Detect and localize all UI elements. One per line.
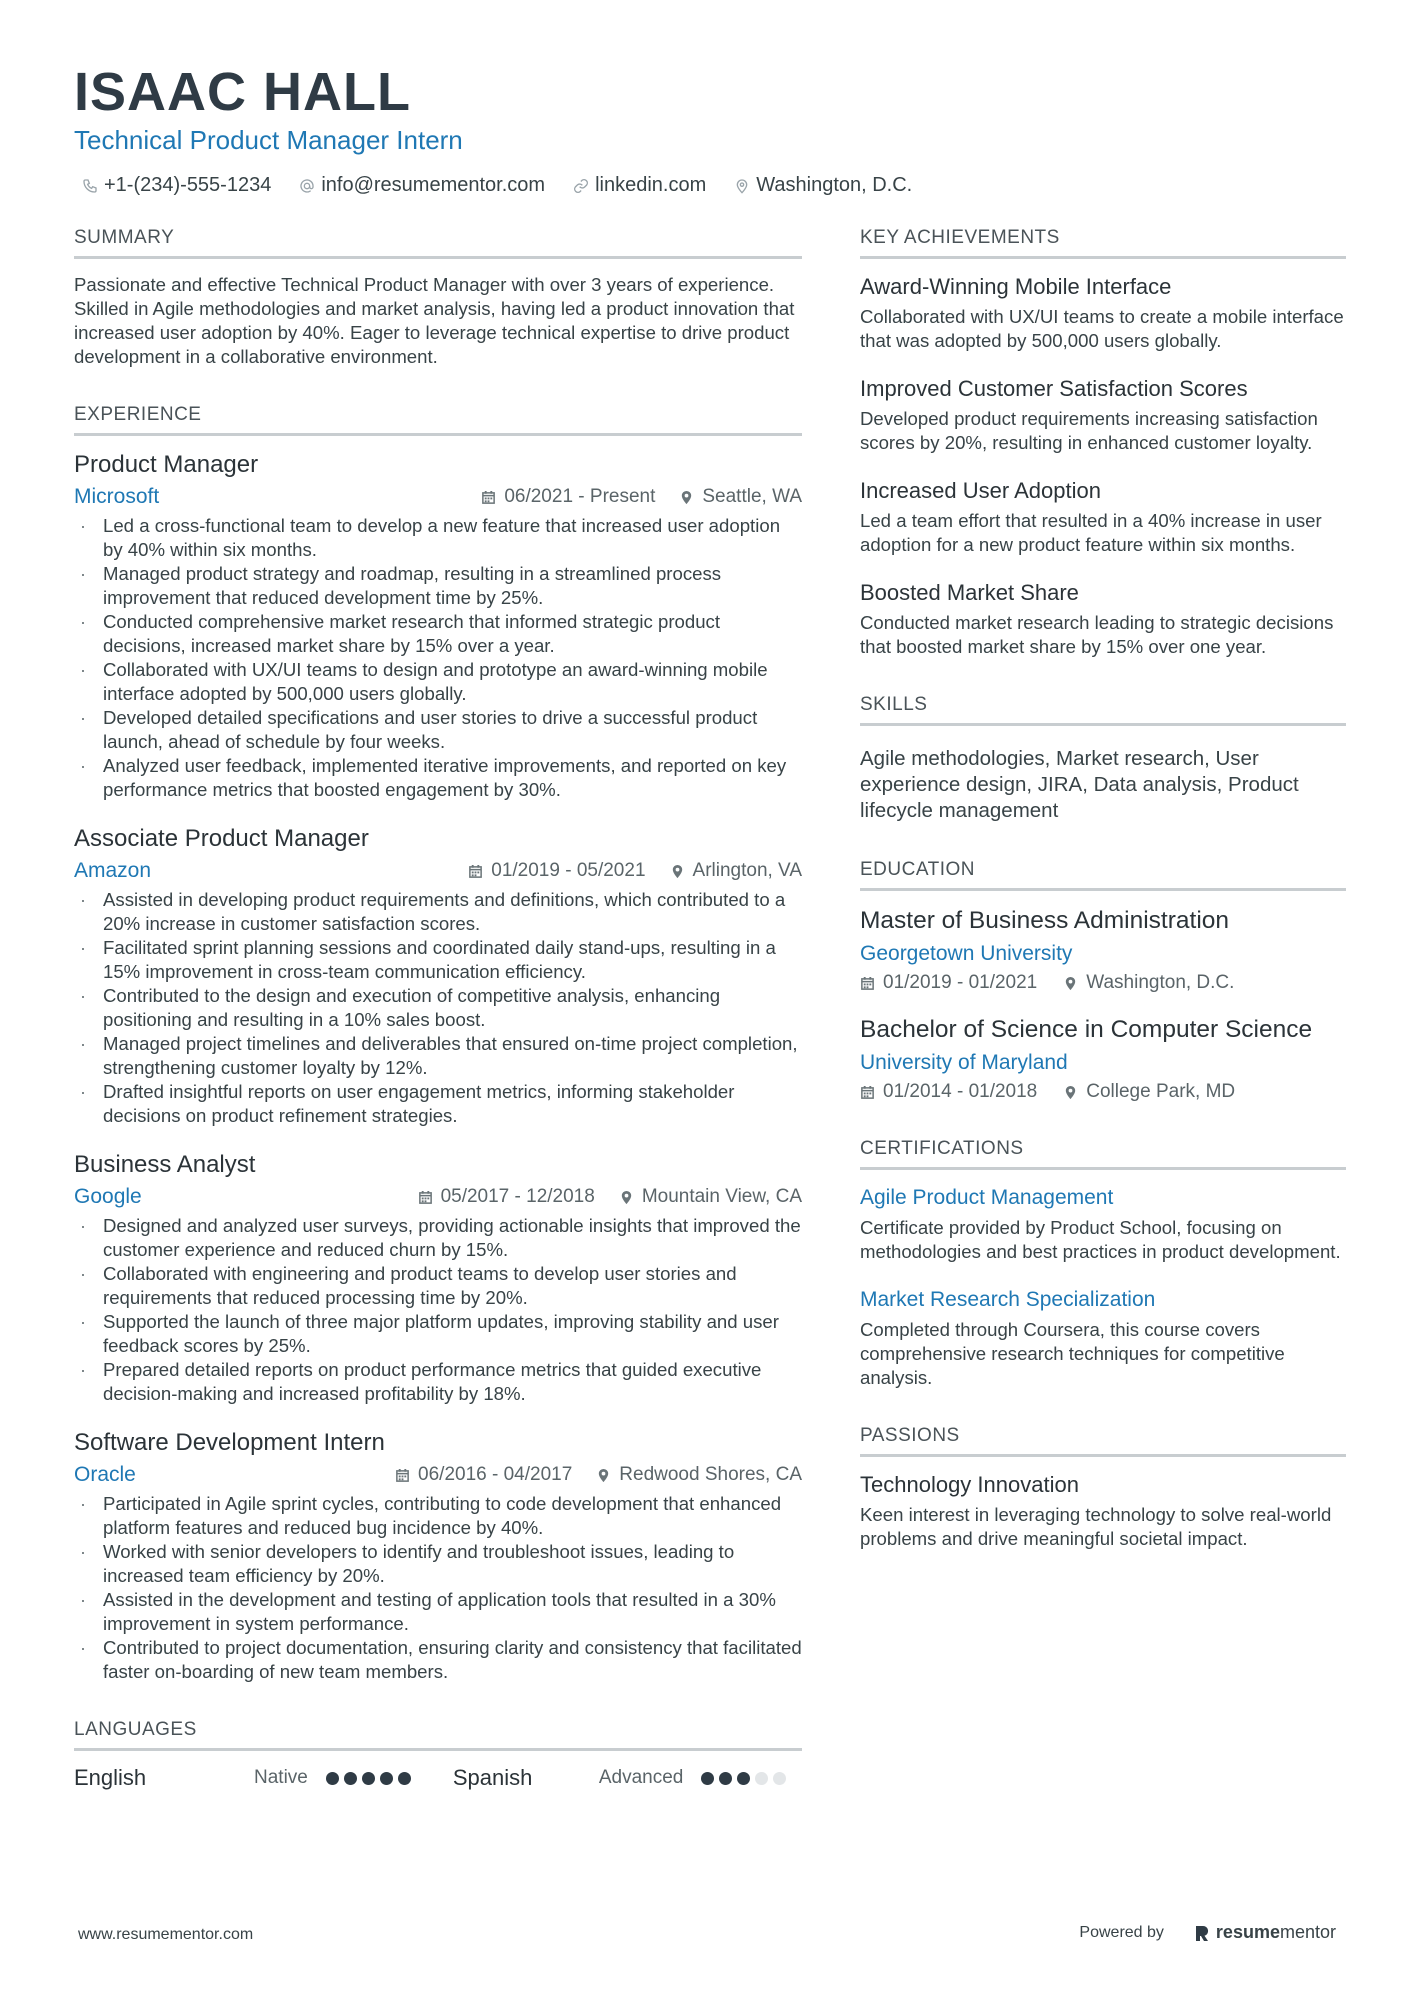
job-meta bbox=[74, 1184, 802, 1210]
phone-icon bbox=[82, 178, 98, 194]
education-dates-text: 01/2019 - 01/2021 bbox=[883, 972, 1038, 993]
job-bullets bbox=[74, 514, 802, 802]
job-title: Software Development Intern bbox=[74, 1429, 385, 1456]
email-text: info@resumementor.com bbox=[321, 174, 546, 196]
calendar-icon bbox=[395, 1468, 410, 1483]
calendar-icon bbox=[418, 1190, 433, 1205]
job-meta-right bbox=[418, 1184, 802, 1210]
languages-section bbox=[74, 1718, 802, 1791]
language-rating bbox=[701, 1772, 786, 1785]
achievement-item bbox=[860, 375, 1346, 455]
job-bullet: · Participated in Agile sprint cycles, contributing to code development that enhanced platform features and reduced bug incidence by 40%. bbox=[74, 1492, 802, 1540]
education-dates bbox=[860, 972, 1037, 994]
job-meta bbox=[74, 1462, 802, 1488]
job-meta-right bbox=[395, 1462, 802, 1488]
job-meta-right bbox=[481, 484, 802, 510]
contact-row bbox=[74, 174, 1344, 197]
job-bullet: · Supported the launch of three major platform updates, improving stability and user feedback scores by 25%. bbox=[74, 1310, 802, 1358]
link-icon bbox=[573, 178, 589, 194]
achievements-section bbox=[860, 226, 1346, 659]
certification-list bbox=[860, 1184, 1346, 1390]
job-entry bbox=[74, 1428, 802, 1684]
job-bullet: · Managed product strategy and roadmap, resulting in a streamlined process improvement that reduced development time by 25%. bbox=[74, 562, 802, 610]
job-company: Amazon bbox=[74, 859, 152, 882]
job-dates bbox=[395, 1462, 572, 1488]
rating-dot bbox=[701, 1772, 714, 1785]
contact-phone bbox=[82, 174, 271, 197]
job-meta-right bbox=[468, 858, 802, 884]
brand-light: mentor bbox=[1279, 1922, 1336, 1942]
achievement-item bbox=[860, 273, 1346, 353]
resumementor-logo-icon bbox=[1194, 1924, 1210, 1942]
language-rating bbox=[326, 1772, 411, 1785]
contact-location bbox=[734, 174, 912, 197]
skills-text: Agile methodologies, Market research, User experience design, JIRA, Data analysis, Product lifecycle management bbox=[860, 747, 1299, 822]
contact-email bbox=[299, 174, 545, 197]
phone-text: +1-(234)-555-1234 bbox=[104, 174, 272, 196]
job-company: Oracle bbox=[74, 1463, 136, 1486]
location-pin-icon bbox=[734, 178, 750, 194]
achievement-text: Collaborated with UX/UI teams to create a mobile interface that was adopted by 500,000 users globally. bbox=[860, 306, 1344, 351]
certification-title: Market Research Specialization bbox=[860, 1288, 1156, 1311]
location-pin-icon bbox=[1063, 1085, 1078, 1100]
rating-dot bbox=[380, 1772, 393, 1785]
job-dates-text: 06/2016 - 04/2017 bbox=[418, 1464, 573, 1485]
job-entry bbox=[74, 824, 802, 1128]
job-bullet: · Conducted comprehensive market research that informed strategic product decisions, increased market share by 15% over a year. bbox=[74, 610, 802, 658]
achievement-text: Led a team effort that resulted in a 40% increase in user adoption for a new product feature within six months. bbox=[860, 510, 1322, 555]
job-bullet: · Prepared detailed reports on product performance metrics that guided executive decision-making and increased profitability by 18%. bbox=[74, 1358, 802, 1406]
education-school: University of Maryland bbox=[860, 1051, 1068, 1074]
rating-dot bbox=[344, 1772, 357, 1785]
job-entry bbox=[74, 450, 802, 802]
job-bullet: · Facilitated sprint planning sessions and coordinated daily stand-ups, resulting in a 15% improvement in cross-team communication efficiency. bbox=[74, 936, 802, 984]
languages-heading: LANGUAGES bbox=[74, 1718, 802, 1751]
education-location-text: College Park, MD bbox=[1086, 1081, 1236, 1102]
rating-dot bbox=[737, 1772, 750, 1785]
education-heading: EDUCATION bbox=[860, 858, 1346, 891]
job-dates bbox=[481, 484, 655, 510]
passion-text: Keen interest in leveraging technology to solve real-world problems and drive meaningful societal impact. bbox=[860, 1504, 1332, 1549]
job-entry bbox=[74, 1150, 802, 1406]
skills-section bbox=[860, 693, 1346, 824]
education-dates-text: 01/2014 - 01/2018 bbox=[883, 1081, 1038, 1102]
calendar-icon bbox=[860, 976, 875, 991]
candidate-role: Technical Product Manager Intern bbox=[74, 125, 463, 155]
brand-logo[interactable] bbox=[1194, 1922, 1336, 1943]
language-item bbox=[453, 1765, 787, 1791]
language-row bbox=[74, 1765, 802, 1791]
job-bullet: · Developed detailed specifications and user stories to drive a successful product launch, ahead of schedule by four weeks. bbox=[74, 706, 802, 754]
location-text: Washington, D.C. bbox=[756, 174, 913, 196]
job-title: Business Analyst bbox=[74, 1151, 256, 1178]
job-bullet: · Assisted in developing product requirements and definitions, which contributed to a 20% increase in customer satisfaction scores. bbox=[74, 888, 802, 936]
language-level: Advanced bbox=[598, 1767, 684, 1788]
job-bullets bbox=[74, 1492, 802, 1684]
job-location bbox=[619, 1184, 802, 1210]
rating-dot bbox=[719, 1772, 732, 1785]
job-bullet: · Designed and analyzed user surveys, providing actionable insights that improved the customer experience and reduced churn by 15%. bbox=[74, 1214, 802, 1262]
right-column bbox=[860, 226, 1346, 1585]
achievement-text: Developed product requirements increasing satisfaction scores by 20%, resulting in enhanced customer loyalty. bbox=[860, 408, 1318, 453]
job-title: Product Manager bbox=[74, 451, 259, 478]
education-location bbox=[1063, 1081, 1235, 1103]
job-bullet: · Analyzed user feedback, implemented iterative improvements, and reported on key performance metrics that boosted engagement by 30%. bbox=[74, 754, 802, 802]
job-bullets bbox=[74, 888, 802, 1128]
achievement-title: Boosted Market Share bbox=[860, 580, 1079, 605]
job-bullet: · Collaborated with UX/UI teams to design and prototype an award-winning mobile interface adopted by 500,000 users globally. bbox=[74, 658, 802, 706]
job-bullets bbox=[74, 1214, 802, 1406]
footer-branding bbox=[1079, 1922, 1336, 1943]
achievement-text: Conducted market research leading to strategic decisions that boosted market share by 15% over one year. bbox=[860, 612, 1334, 657]
job-bullet: · Drafted insightful reports on user engagement metrics, informing stakeholder decisions on product refinement strategies. bbox=[74, 1080, 802, 1128]
education-list bbox=[860, 905, 1346, 1103]
language-item bbox=[74, 1765, 411, 1791]
job-meta bbox=[74, 858, 802, 884]
rating-dot bbox=[755, 1772, 768, 1785]
education-item bbox=[860, 905, 1346, 994]
location-pin-icon bbox=[596, 1468, 611, 1483]
job-dates bbox=[418, 1184, 595, 1210]
skills-heading: SKILLS bbox=[860, 693, 1346, 726]
language-level: Native bbox=[254, 1767, 308, 1788]
experience-heading: EXPERIENCE bbox=[74, 403, 802, 436]
certification-item bbox=[860, 1184, 1346, 1264]
passions-section bbox=[860, 1424, 1346, 1551]
brand-bold: resume bbox=[1215, 1922, 1280, 1942]
certification-text: Completed through Coursera, this course covers comprehensive research techniques for competitive analysis. bbox=[860, 1319, 1285, 1388]
rating-dot bbox=[326, 1772, 339, 1785]
left-column bbox=[74, 226, 802, 1825]
passion-item bbox=[860, 1471, 1346, 1551]
job-list bbox=[74, 450, 802, 1684]
rating-dot bbox=[398, 1772, 411, 1785]
job-dates-text: 05/2017 - 12/2018 bbox=[440, 1186, 595, 1207]
education-location-text: Washington, D.C. bbox=[1086, 972, 1235, 993]
job-location bbox=[670, 858, 802, 884]
education-meta bbox=[860, 972, 1346, 994]
passions-heading: PASSIONS bbox=[860, 1424, 1346, 1457]
job-dates bbox=[468, 858, 645, 884]
resume-header bbox=[74, 62, 1344, 197]
education-meta bbox=[860, 1081, 1346, 1103]
achievement-title: Improved Customer Satisfaction Scores bbox=[860, 376, 1248, 401]
at-icon bbox=[299, 178, 315, 194]
job-location-text: Arlington, VA bbox=[692, 860, 802, 881]
certification-text: Certificate provided by Product School, focusing on methodologies and best practices in product development. bbox=[860, 1217, 1341, 1262]
job-location-text: Seattle, WA bbox=[702, 486, 802, 507]
location-pin-icon bbox=[619, 1190, 634, 1205]
passion-list bbox=[860, 1471, 1346, 1551]
location-pin-icon bbox=[1063, 976, 1078, 991]
job-dates-text: 06/2021 - Present bbox=[504, 486, 656, 507]
job-title: Associate Product Manager bbox=[74, 825, 369, 852]
job-bullet: · Contributed to the design and execution of competitive analysis, enhancing positioning and resulting in a 10% sales boost. bbox=[74, 984, 802, 1032]
education-location bbox=[1063, 972, 1234, 994]
job-location-text: Mountain View, CA bbox=[641, 1186, 802, 1207]
summary-heading: SUMMARY bbox=[74, 226, 802, 259]
contact-linkedin bbox=[573, 174, 706, 197]
summary-section bbox=[74, 226, 802, 369]
calendar-icon bbox=[468, 864, 483, 879]
job-bullet: · Led a cross-functional team to develop a new feature that increased user adoption by 40% within six months. bbox=[74, 514, 802, 562]
achievement-title: Award-Winning Mobile Interface bbox=[860, 274, 1172, 299]
education-item bbox=[860, 1014, 1346, 1103]
calendar-icon bbox=[481, 490, 496, 505]
education-degree: Master of Business Administration bbox=[860, 907, 1230, 934]
education-dates bbox=[860, 1081, 1037, 1103]
certifications-heading: CERTIFICATIONS bbox=[860, 1137, 1346, 1170]
job-company: Microsoft bbox=[74, 485, 160, 508]
education-degree: Bachelor of Science in Computer Science bbox=[860, 1016, 1313, 1043]
job-location bbox=[679, 484, 802, 510]
rating-dot bbox=[773, 1772, 786, 1785]
footer-website[interactable]: www.resumementor.com bbox=[78, 1926, 254, 1943]
certification-title: Agile Product Management bbox=[860, 1186, 1114, 1209]
candidate-name: ISAAC HALL bbox=[74, 62, 411, 122]
summary-text: Passionate and effective Technical Product Manager with over 3 years of experience. Skilled in Agile methodologies and market analysis, having led a product innovation that increased user adoption by 40%. Eager to leverage technical expertise to drive product development in a collaborative environment. bbox=[74, 274, 795, 367]
language-name: English bbox=[74, 1765, 147, 1790]
job-dates-text: 01/2019 - 05/2021 bbox=[491, 860, 646, 881]
passion-title: Technology Innovation bbox=[860, 1472, 1079, 1497]
certification-item bbox=[860, 1286, 1346, 1390]
job-bullet: · Managed project timelines and deliverables that ensured on-time project completion, strengthening customer loyalty by 12%. bbox=[74, 1032, 802, 1080]
job-bullet: · Contributed to project documentation, ensuring clarity and consistency that facilitated faster on-boarding of new team members. bbox=[74, 1636, 802, 1684]
education-school: Georgetown University bbox=[860, 942, 1073, 965]
job-meta bbox=[74, 484, 802, 510]
achievement-title: Increased User Adoption bbox=[860, 478, 1101, 503]
calendar-icon bbox=[860, 1085, 875, 1100]
job-location-text: Redwood Shores, CA bbox=[619, 1464, 802, 1485]
job-bullet: · Worked with senior developers to identify and troubleshoot issues, leading to increased team efficiency by 20%. bbox=[74, 1540, 802, 1588]
achievement-item bbox=[860, 477, 1346, 557]
job-location bbox=[596, 1462, 802, 1488]
certifications-section bbox=[860, 1137, 1346, 1390]
achievement-item bbox=[860, 579, 1346, 659]
education-section bbox=[860, 858, 1346, 1103]
location-pin-icon bbox=[670, 864, 685, 879]
powered-by-label: Powered by bbox=[1079, 1923, 1164, 1941]
location-pin-icon bbox=[679, 490, 694, 505]
job-bullet: · Collaborated with engineering and product teams to develop user stories and requirements that reduced processing time by 20%. bbox=[74, 1262, 802, 1310]
job-company: Google bbox=[74, 1185, 142, 1208]
experience-section bbox=[74, 403, 802, 1684]
language-name: Spanish bbox=[452, 1765, 533, 1790]
rating-dot bbox=[362, 1772, 375, 1785]
job-bullet: · Assisted in the development and testing of application tools that resulted in a 30% improvement in system performance. bbox=[74, 1588, 802, 1636]
linkedin-text: linkedin.com bbox=[595, 174, 707, 196]
achievement-list bbox=[860, 273, 1346, 659]
achievements-heading: KEY ACHIEVEMENTS bbox=[860, 226, 1346, 259]
